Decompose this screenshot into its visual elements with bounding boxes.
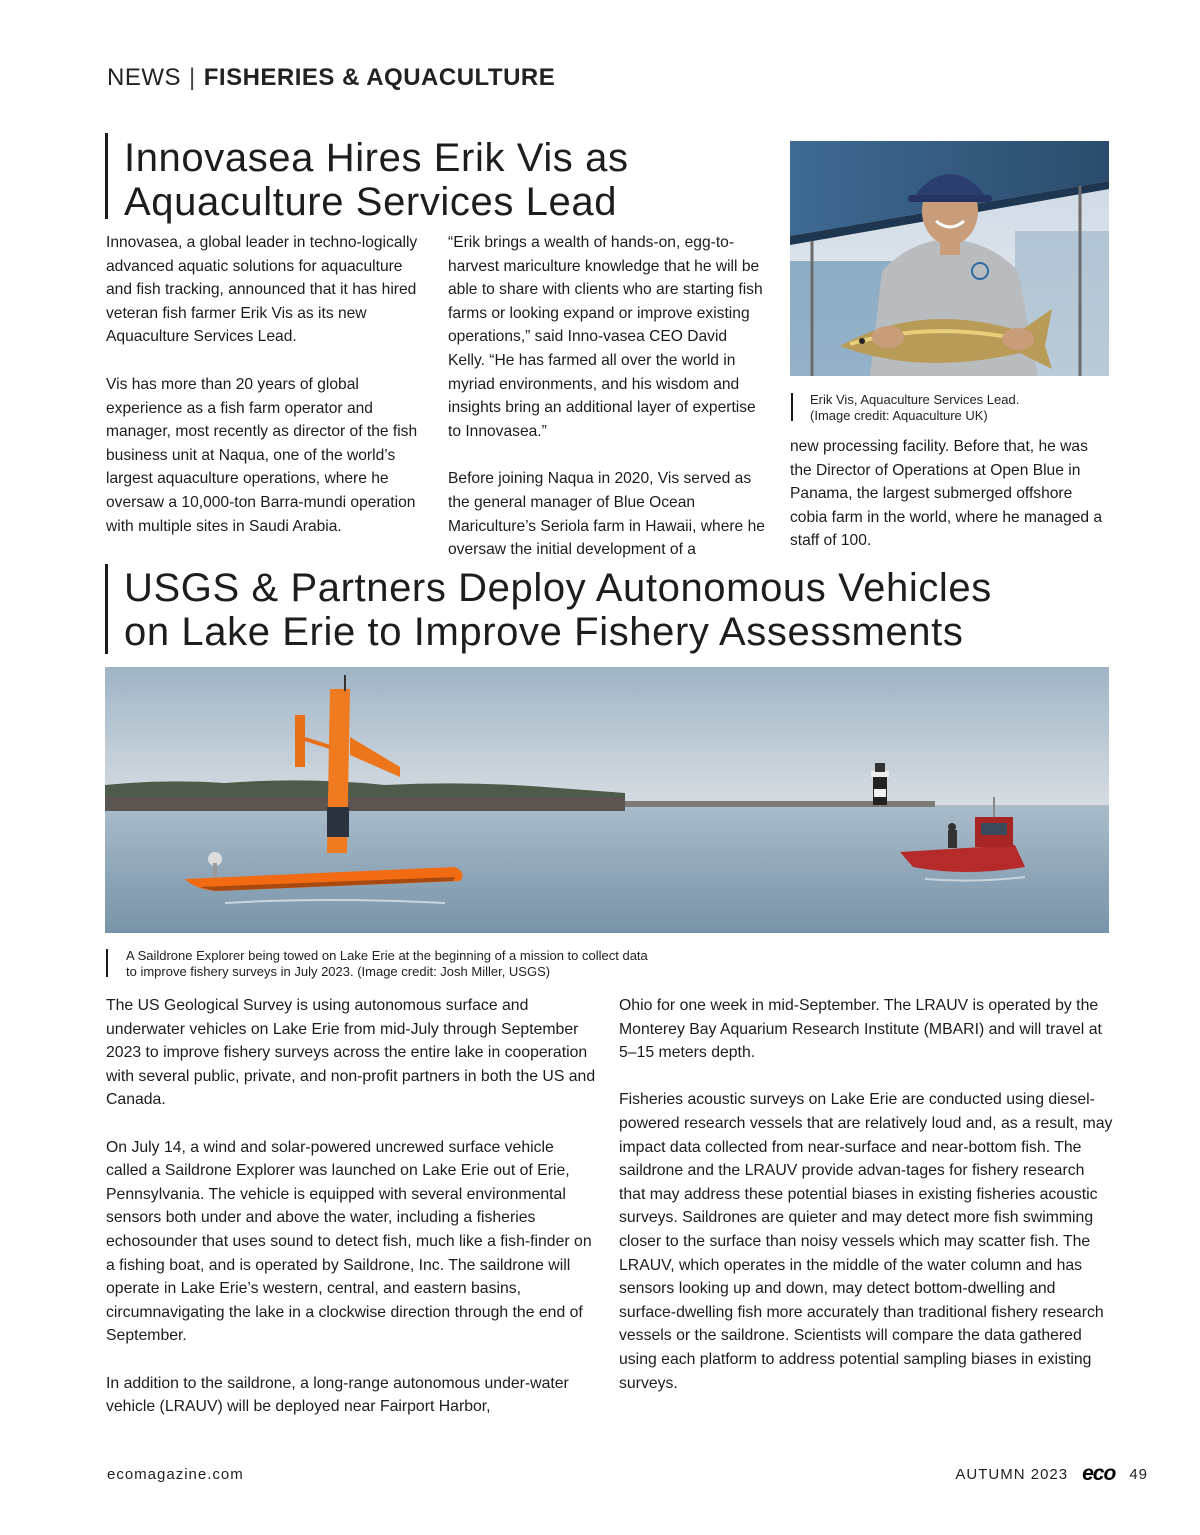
eco-logo: eco: [1082, 1462, 1116, 1485]
article1-headline-line2: Aquaculture Services Lead: [124, 180, 618, 224]
lake-photo-caption: [126, 948, 648, 980]
section-news: NEWS: [107, 64, 181, 91]
paragraph: Fisheries acoustic surveys on Lake Erie are conducted using diesel-powered research vessels that are relatively loud and, as a result, may impact data collected from near-surface and near-bottom fish. The saildrone and the LRAUV provide advan-tages for fishery research that may address these potential biases in existing fisheries acoustic surveys. Saildrones are quieter and may detect more fish swimming closer to the surface than noisy vessels which may scatter fish. The LRAUV, which operates in the middle of the water column and has sensors looking up and down, may detect bottom-dwelling and surface-dwelling fish more accurately than traditional fishery research vessels or the saildrone. Scientists will compare the data gathered using each platform to address potential sampling biases in existing surveys.: [619, 1091, 1113, 1392]
article2-headline: [124, 566, 992, 654]
page-number: 49: [1129, 1465, 1148, 1483]
paragraph: “Erik brings a wealth of hands-on, egg-to-harvest mariculture knowledge that he will be able to share with clients who are starting fish farms or looking expand or improve existing operations,” said Inno-vasea CEO David Kelly. “He has farmed all over the world in myriad environments, and his wisdom and insights bring an additional layer of expertise to Innovasea.”: [448, 234, 763, 440]
article2-column-2: [619, 994, 1113, 1419]
article1-column-2: [448, 231, 766, 586]
section-label: [107, 64, 555, 92]
article1-headline: [124, 136, 629, 224]
headline-bar: [105, 564, 108, 654]
portrait-caption: [810, 392, 1019, 424]
portrait-caption-line1: Erik Vis, Aquaculture Services Lead.: [810, 392, 1020, 407]
portrait-photo: [790, 141, 1109, 376]
section-separator: |: [189, 64, 196, 91]
article1-column-3: [790, 435, 1110, 577]
portrait-caption-line2: (Image credit: Aquaculture UK): [810, 408, 988, 423]
lake-photo: [105, 667, 1109, 933]
paragraph: On July 14, a wind and solar-powered uncrewed surface vehicle called a Saildrone Explorer was launched on Lake Erie out of Erie, Pennsylvania. The vehicle is equipped with several environmental sensors both under and above the water, including a fisheries echosounder that uses sound to detect fish, much like a fish-finder on a fishing boat, and is operated by Saildrone, Inc. The saildrone will operate in Lake Erie’s western, central, and eastern basins, circumnavigating the lake in a clockwise direction through the end of September.: [106, 1138, 592, 1345]
paragraph: The US Geological Survey is using autonomous surface and underwater vehicles on Lake Erie from mid-July through September 2023 to improve fishery surveys across the entire lake in cooperation with several public, private, and non-profit partners in both the US and Canada.: [106, 997, 596, 1109]
paragraph: Before joining Naqua in 2020, Vis served as the general manager of Blue Ocean Mariculture’s Seriola farm in Hawaii, where he oversaw the initial development of a: [448, 470, 765, 559]
lake-photo-caption-line2: to improve fishery surveys in July 2023. (Image credit: Josh Miller, USGS): [126, 964, 551, 979]
caption-bar: [791, 393, 793, 421]
portrait-illustration: [790, 141, 1109, 376]
article1-column-1: [106, 231, 426, 562]
paragraph: Vis has more than 20 years of global experience as a fish farm operator and manager, most recently as director of the fish business unit at Naqua, one of the world’s largest aquaculture operations, where he oversaw a 10,000-ton Barra-mundi operation with multiple sites in Saudi Arabia.: [106, 375, 418, 535]
footer-issue: AUTUMN 2023: [955, 1465, 1069, 1483]
paragraph: Innovasea, a global leader in techno-logically advanced aquatic solutions for aquaculture and fish tracking, announced that it has hired veteran fish farmer Erik Vis as its new Aquaculture Services Lead.: [106, 234, 418, 346]
paragraph: In addition to the saildrone, a long-range autonomous under-water vehicle (LRAUV) will be deployed near Fairport Harbor,: [106, 1374, 569, 1416]
article2-headline-line2: on Lake Erie to Improve Fishery Assessments: [124, 610, 964, 654]
lake-photo-caption-line1: A Saildrone Explorer being towed on Lake Erie at the beginning of a mission to collect data: [126, 948, 648, 963]
paragraph: new processing facility. Before that, he was the Director of Operations at Open Blue in Panama, the largest submerged offshore cobia farm in the world, where he managed a staff of 100.: [790, 438, 1103, 550]
section-category: FISHERIES & AQUACULTURE: [203, 64, 556, 91]
article1-headline-line1: Innovasea Hires Erik Vis as: [124, 136, 629, 180]
headline-bar: [105, 133, 108, 219]
article2-headline-line1: USGS & Partners Deploy Autonomous Vehicles: [124, 566, 992, 610]
lake-erie-illustration: [105, 667, 1109, 933]
caption-bar: [106, 949, 108, 977]
paragraph: Ohio for one week in mid-September. The LRAUV is operated by the Monterey Bay Aquarium Research Institute (MBARI) and will travel at 5–15 meters depth.: [619, 997, 1102, 1062]
article2-column-1: [106, 994, 598, 1442]
footer-issue-info: [955, 1462, 1148, 1486]
footer-website: ecomagazine.com: [107, 1466, 244, 1483]
